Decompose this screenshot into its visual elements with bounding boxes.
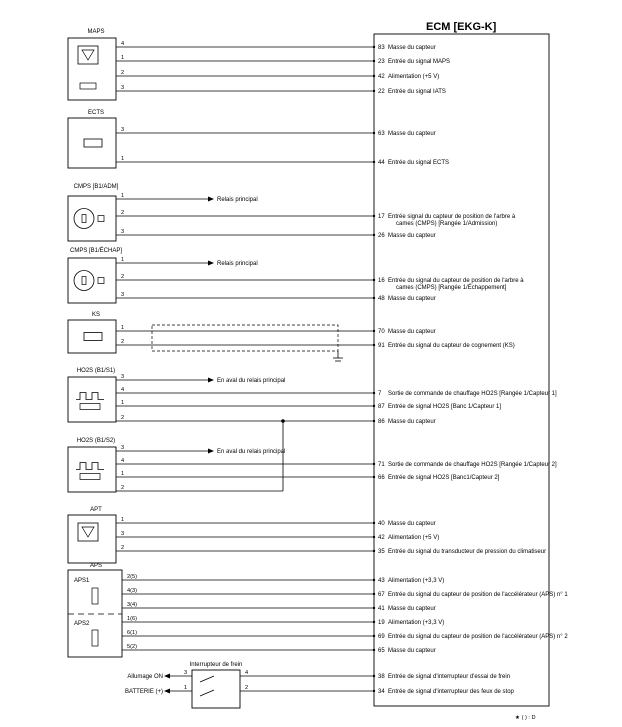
ks-component: [68, 320, 116, 353]
pressure-element-icon: [78, 523, 98, 541]
aps-ecm-pin: 69: [378, 634, 385, 640]
aps-pin-number: 3(4): [127, 602, 137, 608]
apt-pin-number: 2: [121, 545, 125, 551]
ects-pin-number: 3: [121, 127, 125, 133]
coil-icon: [98, 278, 104, 284]
maps-pin-number: 2: [121, 70, 125, 76]
cmps-adm-signal: Masse du capteur: [388, 233, 436, 239]
ks-pin-number: 1: [121, 325, 125, 331]
terminal-dot: [373, 132, 375, 134]
brake-switch-signal: Entrée de signal d'interrupteur d'essai de frein: [388, 674, 511, 680]
maps-signal: Entrée du signal MAPS: [388, 59, 451, 65]
apt-signal: Entrée du signal du transducteur de pression du climatiseur: [388, 549, 547, 555]
cmps-adm-pin-number: 2: [121, 210, 125, 216]
sensor-element-icon: [84, 333, 102, 341]
terminal-dot: [373, 607, 375, 609]
aps-label: APS: [89, 563, 103, 569]
apt-signal: Alimentation (+5 V): [388, 535, 440, 541]
ho2s-1-ecm-pin: 87: [378, 404, 385, 410]
terminal-dot: [373, 161, 375, 163]
aps-ecm-pin: 67: [378, 592, 385, 598]
cmps-ech-pin-number: 1: [121, 257, 125, 263]
brake-switch-label: Interrupteur de frein: [189, 662, 243, 668]
terminal-dot: [373, 90, 375, 92]
junction-dot: [281, 419, 285, 423]
cmps-ech-destination: Relais principal: [217, 261, 258, 267]
ks-signal: Masse du capteur: [388, 329, 436, 335]
apt-ecm-pin: 42: [378, 535, 385, 541]
ho2s-2-pin-number: 1: [121, 471, 125, 477]
aps-signal: Entrée du signal du capteur de position de l'accélérateur (APS) n° 2: [388, 634, 568, 640]
cmps-ech-pin-number: 3: [121, 292, 125, 298]
apt-label: APT: [90, 507, 102, 513]
potentiometer-icon: [92, 630, 98, 646]
maps-ecm-pin: 22: [378, 89, 385, 95]
terminal-dot: [373, 279, 375, 281]
brake-switch-pin-number: 4: [245, 670, 249, 676]
labels: [70, 29, 568, 695]
terminal-dot: [373, 234, 375, 236]
cmps-adm-signal-2: cames (CMPS) [Rangée 1/Admission): [396, 221, 498, 227]
maps-pin-number: 4: [121, 41, 125, 47]
aps-signal: Masse du capteur: [388, 606, 436, 612]
terminal-dot: [373, 463, 375, 465]
brake-switch-ecm-pin: 34: [378, 689, 385, 695]
shield-outline: [152, 325, 338, 351]
brake-switch-left-destination: BATTERIE (+): [124, 689, 163, 695]
cmps-adm-pin-number: 1: [121, 193, 125, 199]
terminal-dot: [373, 215, 375, 217]
terminal-dot: [373, 420, 375, 422]
pressure-element-icon: [78, 46, 98, 64]
apt-ecm-pin: 40: [378, 521, 385, 527]
ks-signal: Entrée du signal du capteur de cognement (KS): [388, 343, 515, 349]
ects-signal: Masse du capteur: [388, 131, 436, 137]
maps-signal: Entrée du signal IATS: [388, 89, 446, 95]
heater-icon: [76, 463, 104, 470]
sensor-wheel-icon: [74, 209, 94, 229]
apt-component: [68, 515, 116, 563]
ects-signal: Entrée du signal ECTS: [388, 160, 450, 166]
cmps-adm-pin-number: 3: [121, 229, 125, 235]
cmps-ech-signal: Masse du capteur: [388, 296, 436, 302]
aps-signal: Entrée du signal du capteur de position de l'accélérateur (APS) n° 1: [388, 592, 568, 598]
ho2s-1-destination: En aval du relais principal: [217, 378, 286, 384]
ho2s-1-pin-number: 2: [121, 415, 125, 421]
ho2s-1-pin-number: 1: [121, 400, 125, 406]
cmps-ech-ecm-pin: 16: [378, 278, 385, 284]
brake-switch-ecm-pin: 38: [378, 674, 385, 680]
arrow-right-icon: [208, 197, 214, 202]
ho2s-1-signal: Sortie de commande de chauffage HO2S [Rangée 1/Capteur 1]: [388, 391, 557, 397]
cmps-ech-ecm-pin: 48: [378, 296, 385, 302]
aps-signal: Alimentation (+3,3 V): [388, 578, 445, 584]
arrow-right-icon: [208, 449, 214, 454]
aps-ecm-pin: 65: [378, 648, 385, 654]
terminal-dot: [373, 635, 375, 637]
apt-signal: Masse du capteur: [388, 521, 436, 527]
sensor-element-icon: [80, 474, 100, 480]
terminal-dot: [373, 392, 375, 394]
arrow-left-icon: [164, 674, 170, 679]
arrow-right-icon: [208, 261, 214, 266]
terminal-dot: [373, 550, 375, 552]
ks-pin-number: 2: [121, 339, 125, 345]
cmps-adm-destination: Relais principal: [217, 197, 258, 203]
triangle-icon: [82, 50, 94, 60]
cmps-ech-pin-number: 2: [121, 274, 125, 280]
cmps-ech-label: CMPS [B1/ÉCHAP]: [69, 248, 123, 254]
maps-signal: Masse du capteur: [388, 45, 436, 51]
terminal-dot: [373, 593, 375, 595]
switch-contact-icon: [200, 690, 214, 696]
ho2s-2-destination: En aval du relais principal: [217, 449, 286, 455]
terminal-dot: [373, 649, 375, 651]
aps-pin-number: 1(6): [127, 616, 137, 622]
apt-ecm-pin: 35: [378, 549, 385, 555]
cmps-adm-signal: Entrée signal du capteur de position de l'arbre à: [388, 214, 516, 220]
ho2s-1-ecm-pin: 86: [378, 419, 385, 425]
terminal-dot: [373, 476, 375, 478]
cmps-adm-label: CMPS [B1/ADM]: [73, 184, 119, 190]
triangle-icon: [82, 527, 94, 537]
terminal-dot: [373, 690, 375, 692]
brake-switch-left-pin-number: 1: [184, 685, 188, 691]
apt-pin-number: 1: [121, 517, 125, 523]
terminal-dot: [373, 344, 375, 346]
ho2s-1-signal: Masse du capteur: [388, 419, 436, 425]
sensor-wheel-icon: [74, 271, 94, 291]
ho2s-2-pin-number: 3: [121, 445, 125, 451]
ects-pin-number: 1: [121, 156, 125, 162]
maps-ecm-pin: 83: [378, 45, 385, 51]
footnote: ★ ( ) : D: [515, 715, 536, 721]
terminal-dot: [373, 522, 375, 524]
ho2s-2-pin-number: 4: [121, 458, 125, 464]
ects-label: ECTS: [87, 110, 105, 116]
maps-pin-number: 3: [121, 85, 125, 91]
cmps-adm-ecm-pin: 26: [378, 233, 385, 239]
cmps-ech-signal-2: cames (CMPS) [Rangée 1/Échappement]: [396, 285, 507, 291]
ho2s-2-pin-number: 2: [121, 485, 125, 491]
ho2s-1-pin-number: 3: [121, 374, 125, 380]
ho2s-2-ecm-pin: 71: [378, 462, 385, 468]
brake-switch-component: [192, 670, 240, 708]
ho2s-2-ecm-pin: 66: [378, 475, 385, 481]
terminal-dot: [373, 675, 375, 677]
maps-signal: Alimentation (+5 V): [388, 74, 440, 80]
brake-switch-left-destination: Allumage ON: [127, 674, 163, 680]
terminal-dot: [373, 60, 375, 62]
sensor-element-icon: [80, 404, 100, 410]
maps-ecm-pin: 42: [378, 74, 385, 80]
terminal-dot: [373, 621, 375, 623]
aps-pin-number: 6(1): [127, 630, 137, 636]
ho2s-2-signal: Entrée de signal HO2S [Banc1/Capteur 2]: [388, 475, 500, 481]
aps-ecm-pin: 43: [378, 578, 385, 584]
brake-switch-pin-number: 2: [245, 685, 249, 691]
terminal-dot: [373, 46, 375, 48]
static-labels: [426, 21, 536, 721]
aps-pin-number: 4(3): [127, 588, 137, 594]
maps-label: MAPS: [87, 29, 105, 35]
aps2-label: APS2: [74, 621, 90, 627]
ks-ecm-pin: 91: [378, 343, 385, 349]
aps-pin-number: 5(2): [127, 644, 137, 650]
cmps-ech-component: [68, 258, 116, 303]
cmps-adm-component: [68, 196, 116, 241]
ho2s-1-ecm-pin: 7: [378, 391, 382, 397]
thermistor-icon: [80, 83, 96, 89]
ho2s-1-signal: Entrée de signal HO2S [Banc 1/Capteur 1]: [388, 404, 502, 410]
ho2s-1-label: HO2S (B1/S1): [76, 368, 116, 374]
arrow-left-icon: [164, 689, 170, 694]
component-boxes: [68, 34, 549, 708]
sensor-element-icon: [84, 139, 102, 147]
terminal-dot: [373, 330, 375, 332]
ks-ecm-pin: 70: [378, 329, 385, 335]
brake-switch-signal: Entrée de signal d'interrupteur des feux de stop: [388, 689, 514, 695]
coil-icon: [98, 216, 104, 222]
ho2s-2-signal: Sortie de commande de chauffage HO2S [Rangée 1/Capteur 2]: [388, 462, 557, 468]
terminal-dot: [373, 579, 375, 581]
maps-pin-number: 1: [121, 55, 125, 61]
brake-switch-left-pin-number: 3: [184, 670, 188, 676]
ecm-title: ECM [EKG-K]: [426, 21, 497, 33]
cmps-adm-ecm-pin: 17: [378, 214, 385, 220]
aps1-label: APS1: [74, 578, 90, 584]
ks-label: KS: [91, 312, 101, 318]
aps-signal: Alimentation (+3,3 V): [388, 620, 445, 626]
cmps-ech-signal: Entrée du signal du capteur de position de l'arbre à: [388, 278, 524, 284]
aps-pin-number: 2(5): [127, 574, 137, 580]
ho2s-1-pin-number: 4: [121, 387, 125, 393]
maps-ecm-pin: 23: [378, 59, 385, 65]
arrow-right-icon: [208, 378, 214, 383]
apt-pin-number: 3: [121, 531, 125, 537]
heater-icon: [76, 393, 104, 400]
terminal-dot: [373, 405, 375, 407]
aps-ecm-pin: 41: [378, 606, 385, 612]
aps-ecm-pin: 19: [378, 620, 385, 626]
switch-contact-icon: [200, 676, 214, 682]
magnet-icon: [82, 215, 86, 223]
terminal-dot: [373, 536, 375, 538]
ho2s-2-label: HO2S (B1/S2): [76, 438, 116, 444]
terminal-dot: [373, 75, 375, 77]
ects-ecm-pin: 63: [378, 131, 385, 137]
magnet-icon: [82, 277, 86, 285]
maps-component: [68, 38, 116, 100]
ects-component: [68, 118, 116, 168]
ects-ecm-pin: 44: [378, 160, 385, 166]
potentiometer-icon: [92, 588, 98, 604]
aps-signal: Masse du capteur: [388, 648, 436, 654]
terminal-dot: [373, 297, 375, 299]
